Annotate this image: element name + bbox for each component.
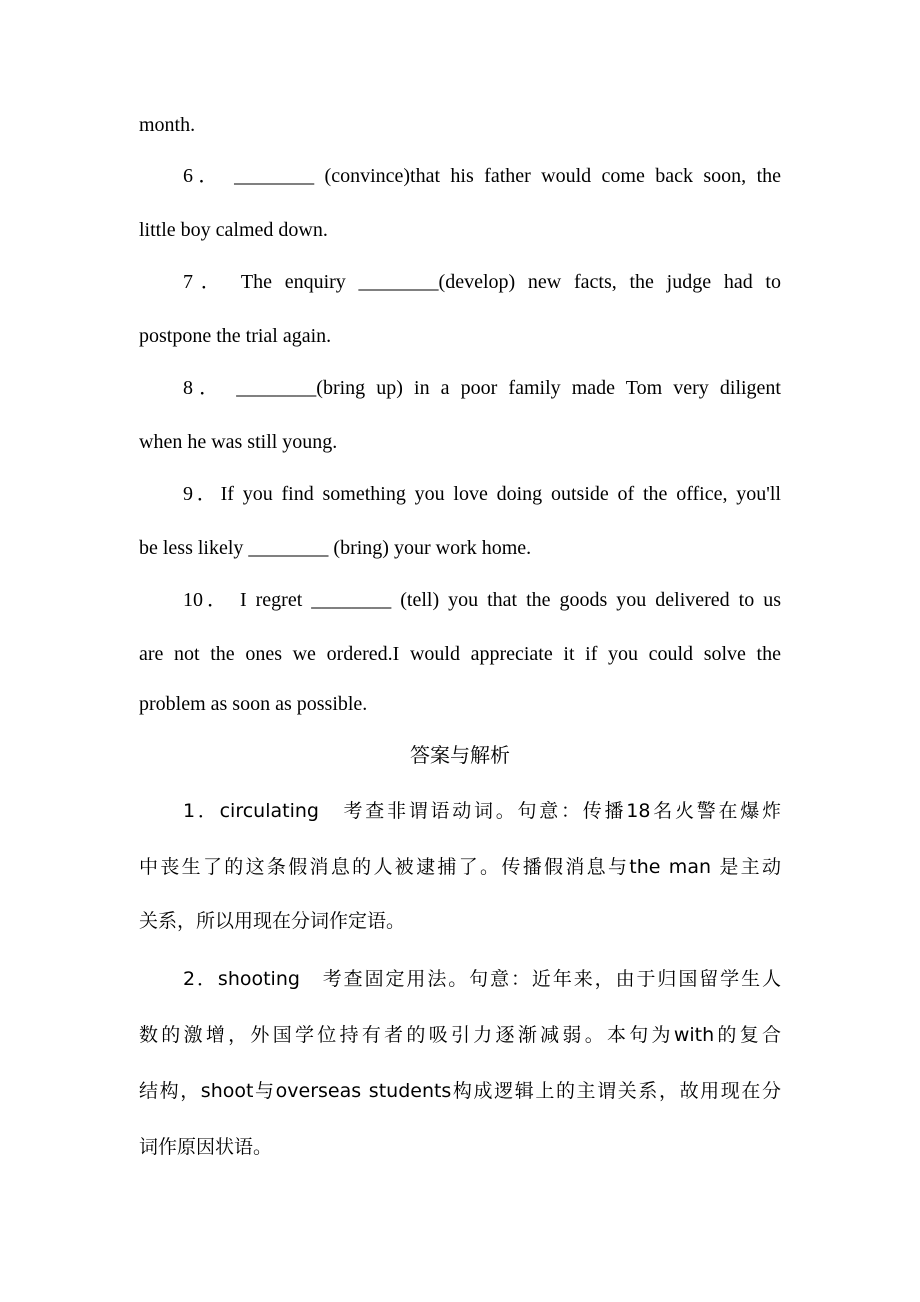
exercise-9-line-1: 9．If you find something you love doing outside of the office, you'll (183, 483, 781, 505)
answers-heading: 答案与解析 (410, 743, 510, 767)
exercise-7-line-1: 7． The enquiry ________(develop) new facts, the judge had to (183, 271, 781, 293)
exercise-6-line-1: 6． ________ (convince)that his father would come back soon, the (183, 165, 781, 187)
answer-1-line-3: 关系，所以用现在分词作定语。 (139, 910, 406, 932)
exercise-9-line-2: be less likely ________ (bring) your work home. (139, 537, 532, 559)
answer-2-line-2: 数的激增，外国学位持有者的吸引力逐渐减弱。本句为with的复合 (139, 1024, 781, 1046)
exercise-10-line-1: 10． I regret ________ (tell) you that the goods you delivered to us (183, 589, 781, 611)
answer-1-line-1: 1．circulating 考查非谓语动词。句意：传播18名火警在爆炸 (183, 800, 781, 822)
answer-2-line-4: 词作原因状语。 (139, 1136, 273, 1158)
exercise-6-line-2: little boy calmed down. (139, 219, 328, 241)
exercise-10-line-2: are not the ones we ordered.I would appreciate it if you could solve the (139, 643, 781, 665)
answer-2-line-3: 结构，shoot与overseas students构成逻辑上的主谓关系，故用现在分 (139, 1080, 781, 1102)
answer-2-line-1: 2．shooting 考查固定用法。句意：近年来，由于归国留学生人 (183, 968, 781, 990)
exercise-5-continuation: month. (139, 114, 196, 136)
exercise-8-line-2: when he was still young. (139, 431, 338, 453)
exercise-8-line-1: 8． ________(bring up) in a poor family made Tom very diligent (183, 377, 781, 399)
answer-1-line-2: 中丧生了的这条假消息的人被逮捕了。传播假消息与the man 是主动 (139, 856, 781, 878)
exercise-10-line-3: problem as soon as possible. (139, 693, 368, 715)
exercise-7-line-2: postpone the trial again. (139, 325, 332, 347)
